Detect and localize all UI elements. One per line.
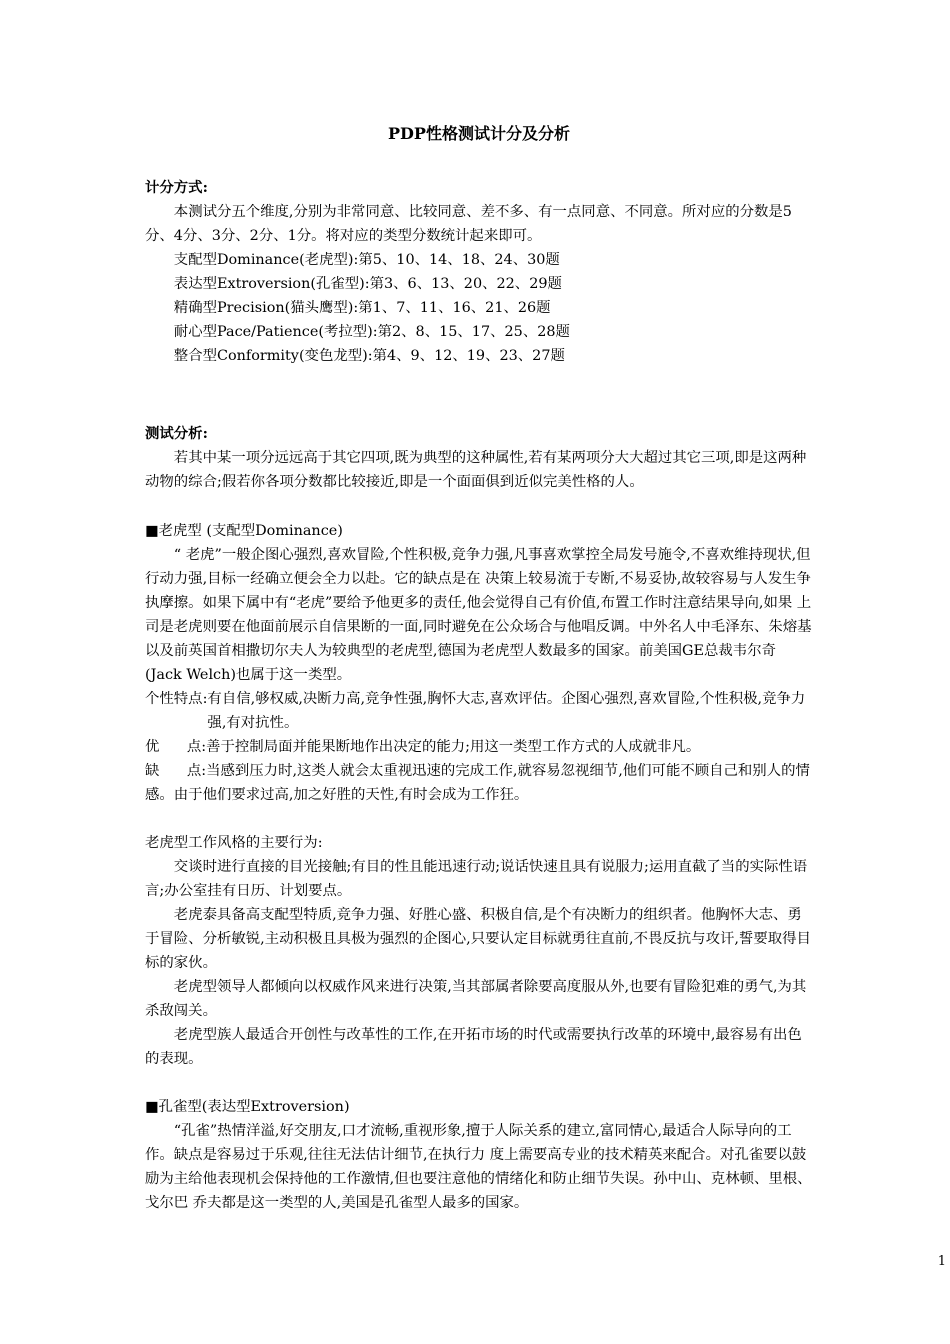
- scoring-type-patience: 耐心型Pace/Patience(考拉型):第2、8、15、17、25、28题: [173, 324, 570, 340]
- tiger-pros-text: 善于控制局面并能果断地作出决定的能力;用这一类型工作方式的人成就非凡。: [206, 739, 701, 755]
- scoring-heading: 计分方式:: [145, 179, 208, 196]
- tiger-behaviors-section: [145, 831, 813, 1071]
- scoring-section: [145, 176, 813, 368]
- tiger-behavior-paragraph: 交谈时进行直接的目光接触;有目的性且能迅速行动;说话快速且具有说服力;运用直截了当的实际性语言;办公室挂有日历、计划要点。: [145, 859, 808, 899]
- tiger-behavior-paragraph: 老虎型领导人都倾向以权威作风来进行决策,当其部属者除要高度服从外,也要有冒险犯难的勇气,为其杀敌闯关。: [145, 979, 807, 1019]
- tiger-pros-label: 优: [145, 739, 160, 755]
- tiger-traits: [145, 687, 813, 735]
- scoring-type-conformity: 整合型Conformity(变色龙型):第4、9、12、19、23、27题: [173, 348, 565, 364]
- tiger-heading: ■老虎型 (支配型Dominance): [145, 523, 343, 539]
- tiger-traits-label: 个性特点:: [145, 691, 208, 707]
- analysis-intro: 若其中某一项分远远高于其它四项,既为典型的这种属性,若有某两项分大大超过其它三项,即是这两种动物的综合;假若你各项分数都比较接近,即是一个面面俱到近似完美性格的人。: [145, 450, 807, 490]
- tiger-cons-label-suffix: 点:: [186, 763, 207, 779]
- tiger-pros: [145, 735, 813, 759]
- scoring-intro: 本测试分五个维度,分别为非常同意、比较同意、差不多、有一点同意、不同意。所对应的分数是5分、4分、3分、2分、1分。将对应的类型分数统计起来即可。: [145, 204, 792, 244]
- page-number: 1: [937, 1254, 946, 1269]
- analysis-heading: 测试分析:: [145, 425, 208, 442]
- tiger-cons-text: 当感到压力时,这类人就会太重视迅速的完成工作,就容易忽视细节,他们可能不顾自己和别人的情感。由于他们要求过高,加之好胜的天性,有时会成为工作狂。: [145, 763, 810, 803]
- tiger-cons: [145, 759, 813, 807]
- tiger-description: “ 老虎”一般企图心强烈,喜欢冒险,个性积极,竞争力强,凡事喜欢掌控全局发号施令,不喜欢维持现状,但行动力强,目标一经确立便会全力以赴。它的缺点是在 决策上较易流于专断,不易妥协,故较容易与人发生争执摩擦。如果下属中有“老虎”要给予他更多的责任,他会觉得自己有价值,布置工作时注意结果导向,如果 上司是老虎则要在他面前展示自信果断的一面,同时避免在公众场合与他唱反调。中外名人中毛泽东、朱熔基以及前英国首相撒切尔夫人为较典型的老虎型,德国为老虎型人数最多的国家。前美国GE总裁韦尔奇 (Jack Welch)也属于这一类型。: [145, 547, 812, 683]
- peacock-section: [145, 1095, 813, 1215]
- tiger-behavior-paragraph: 老虎泰具备高支配型特质,竞争力强、好胜心盛、积极自信,是个有决断力的组织者。他胸怀大志、勇于冒险、分析敏锐,主动积极且具极为强烈的企图心,只要认定目标就勇往直前,不畏反抗与攻讦,誓要取得目标的家伙。: [145, 907, 811, 971]
- document-title: PDP性格测试计分及分析: [388, 124, 570, 143]
- scoring-type-dominance: 支配型Dominance(老虎型):第5、10、14、18、24、30题: [173, 252, 560, 268]
- scoring-type-extroversion: 表达型Extroversion(孔雀型):第3、6、13、20、22、29题: [173, 276, 562, 292]
- tiger-behavior-paragraph: 老虎型族人最适合开创性与改革性的工作,在开拓市场的时代或需要执行改革的环境中,最容易有出色的表现。: [145, 1027, 802, 1067]
- tiger-pros-label-suffix: 点:: [186, 739, 207, 755]
- analysis-section: [145, 422, 813, 494]
- tiger-traits-text: 有自信,够权威,决断力高,竞争性强,胸怀大志,喜欢评估。企图心强烈,喜欢冒险,个性积极,竞争力强,有对抗性。: [207, 691, 806, 731]
- tiger-behaviors-heading: 老虎型工作风格的主要行为:: [145, 835, 323, 851]
- tiger-section: [145, 519, 813, 807]
- scoring-type-precision: 精确型Precision(猫头鹰型):第1、7、11、16、21、26题: [173, 300, 551, 316]
- tiger-cons-label: 缺: [145, 763, 160, 779]
- peacock-heading: ■孔雀型(表达型Extroversion): [145, 1099, 350, 1115]
- peacock-description: “孔雀”热情洋溢,好交朋友,口才流畅,重视形象,擅于人际关系的建立,富同情心,最适合人际导向的工作。缺点是容易过于乐观,往往无法估计细节,在执行力 度上需要高专业的技术精英来配合。对孔雀要以鼓励为主给他表现机会保持他的工作激情,但也要注意他的情绪化和防止细节失误。孙中山、克林顿、里根、戈尔巴 乔夫都是这一类型的人,美国是孔雀型人最多的国家。: [145, 1123, 812, 1211]
